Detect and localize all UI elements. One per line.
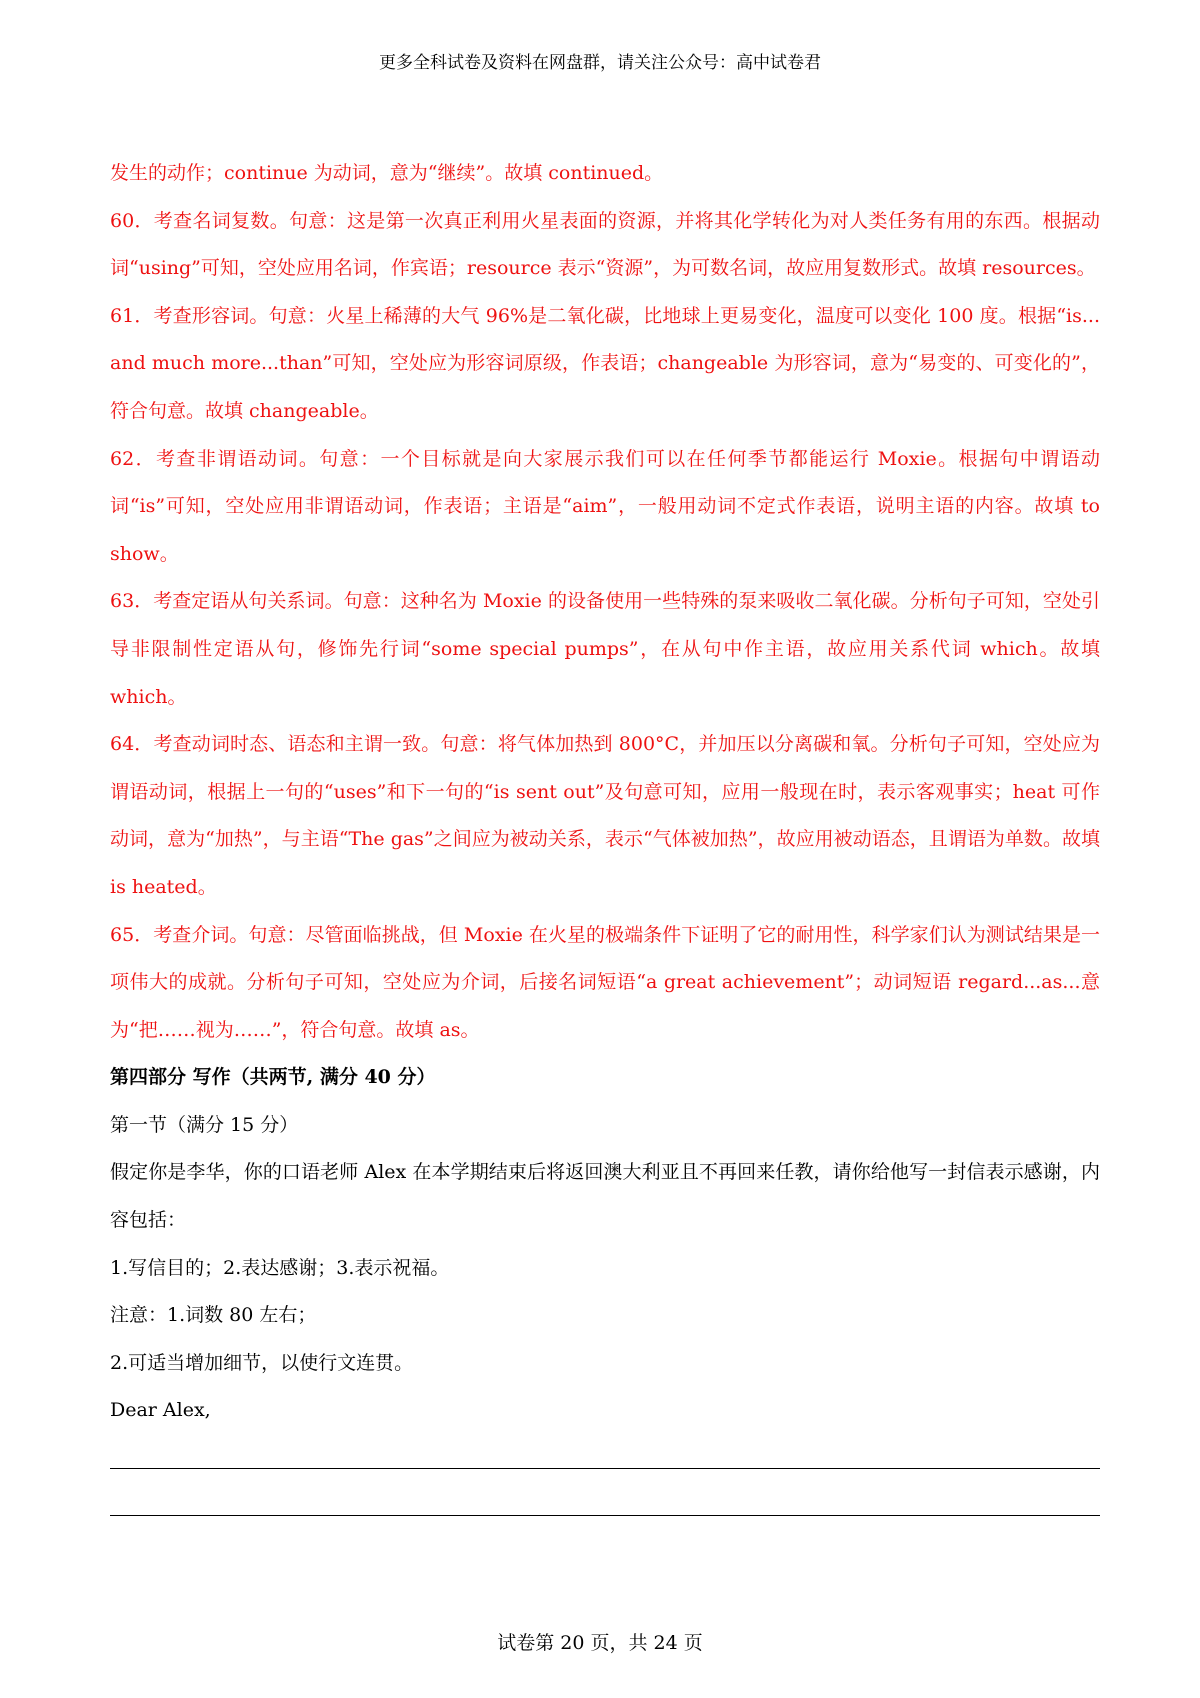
answer-64: 64．考查动词时态、语态和主谓一致。句意：将气体加热到 800°C，并加压以分离碳和氧。分析句子可知，空处应为谓语动词，根据上一句的“uses”和下一句的“is sent out”及句意可知，应用一般现在时，表示客观事实；heat 可作动词，意为“加热”，与主语“The gas”之间应为被动关系，表示“气体被加热”，故应用被动语态，且谓语为单数。故填 is heated。	[110, 733, 1100, 898]
answer-63: 63．考查定语从句关系词。句意：这种名为 Moxie 的设备使用一些特殊的泵来吸收二氧化碳。分析句子可知，空处引导非限制性定语从句，修饰先行词“some special pumps”，在从句中作主语，故应用关系代词 which。故填 which。	[110, 590, 1100, 708]
section-subheading: 第一节（满分 15 分）	[110, 1113, 299, 1136]
writing-note-1: 注意：1.词数 80 左右；	[110, 1304, 317, 1327]
page-content	[110, 150, 1100, 1530]
letter-salutation: Dear Alex,	[110, 1399, 211, 1422]
section-heading: 第四部分 写作（共两节, 满分 40 分）	[110, 1066, 436, 1089]
answer-60: 60．考查名词复数。句意：这是第一次真正利用火星表面的资源，并将其化学转化为对人类任务有用的东西。根据动词“using”可知，空处应用名词，作宾语；resource 表示“资源”，为可数名词，故应用复数形式。故填 resources。	[110, 209, 1100, 280]
writing-line-1[interactable]	[110, 1435, 1100, 1483]
writing-note-2: 2.可适当增加细节，以使行文连贯。	[110, 1351, 414, 1374]
writing-line-2[interactable]	[110, 1483, 1100, 1531]
answer-62: 62．考查非谓语动词。句意：一个目标就是向大家展示我们可以在任何季节都能运行 Moxie。根据句中谓语动词“is”可知，空处应用非谓语动词，作表语；主语是“aim”，一般用动词不定式作表语，说明主语的内容。故填 to show。	[110, 447, 1100, 565]
page-footer: 试卷第 20 页，共 24 页	[497, 1632, 703, 1654]
writing-points: 1.写信目的；2.表达感谢；3.表示祝福。	[110, 1256, 450, 1279]
answer-65: 65．考查介词。句意：尽管面临挑战，但 Moxie 在火星的极端条件下证明了它的耐用性，科学家们认为测试结果是一项伟大的成就。分析句子可知，空处应为介词，后接名词短语“a great achievement”；动词短语 regard...as...意为“把……视为……”，符合句意。故填 as。	[110, 923, 1100, 1041]
page-header: 更多全科试卷及资料在网盘群，请关注公众号：高中试卷君	[379, 53, 821, 73]
writing-prompt: 假定你是李华，你的口语老师 Alex 在本学期结束后将返回澳大利亚且不再回来任教，请你给他写一封信表示感谢，内容包括：	[110, 1161, 1100, 1232]
answer-61: 61．考查形容词。句意：火星上稀薄的大气 96%是二氧化碳，比地球上更易变化，温度可以变化 100 度。根据“is... and much more...than”可知，空处应为形容词原级，作表语；changeable 为形容词，意为“易变的、可变化的”，符合句意。故填 changeable。	[110, 304, 1100, 422]
answer-continued: 发生的动作；continue 为动词，意为“继续”。故填 continued。	[110, 162, 664, 184]
